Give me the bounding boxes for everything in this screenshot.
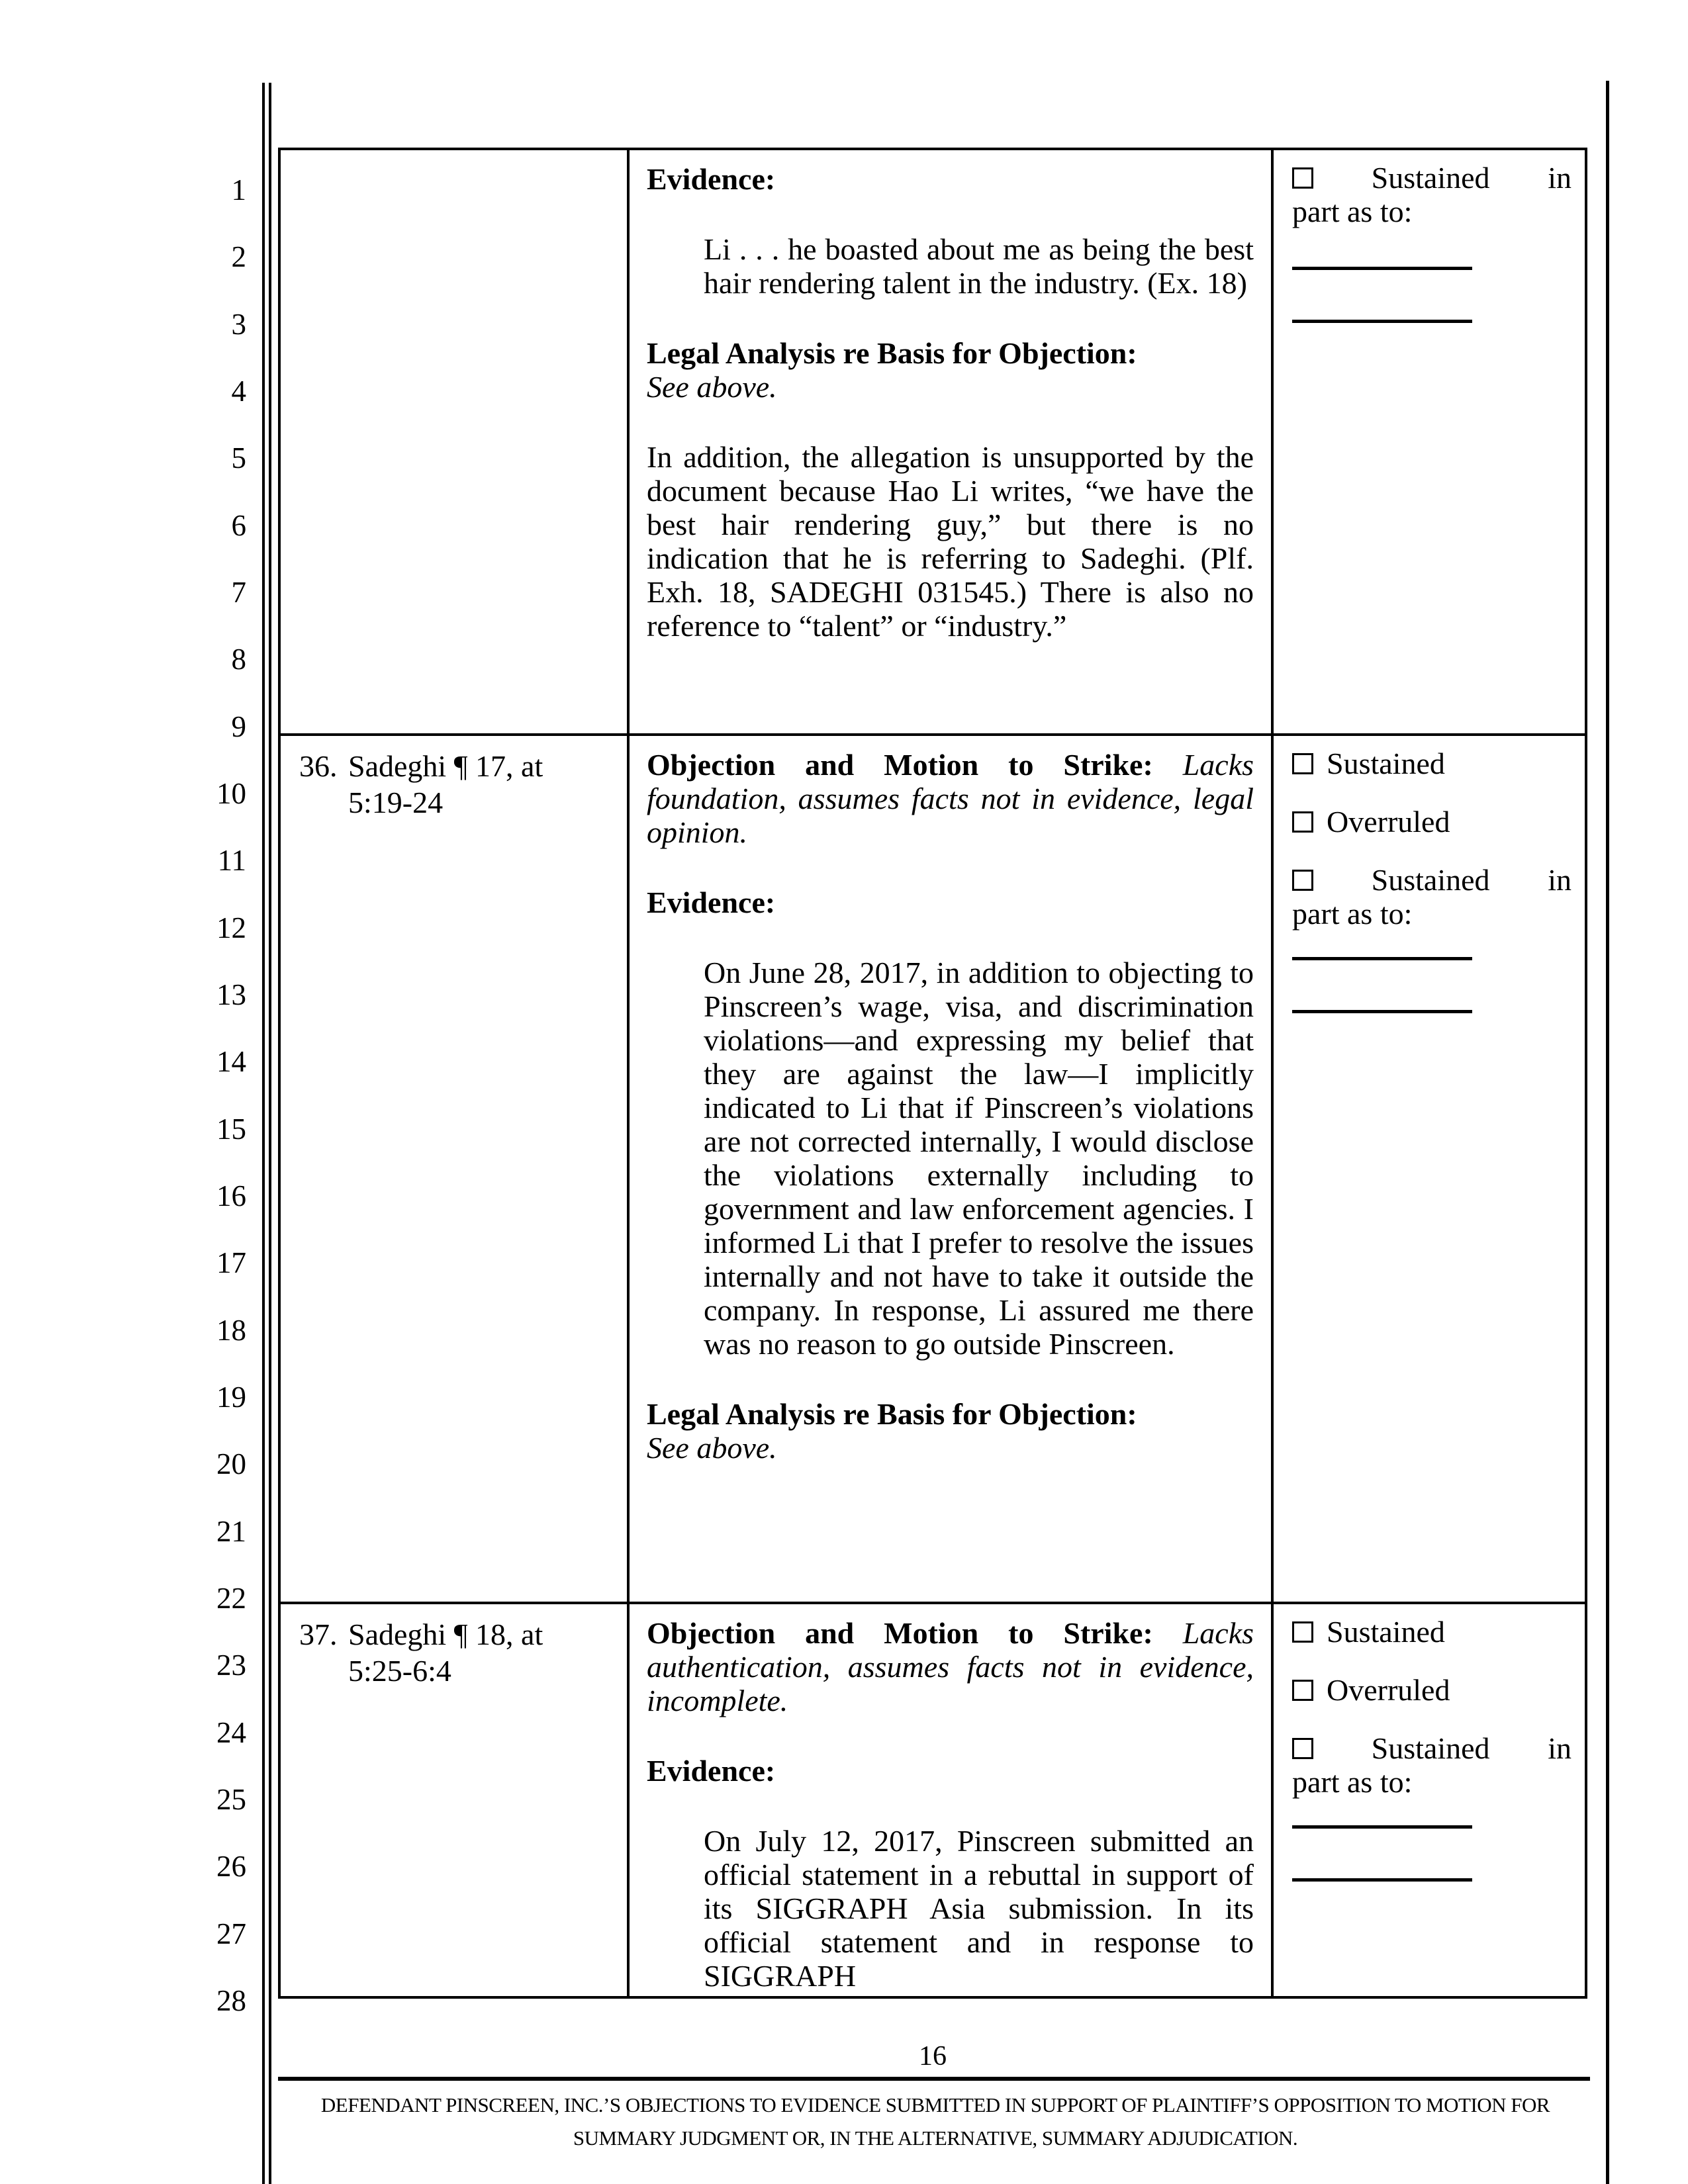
item-reference-line2: 5:25-6:4 <box>348 1654 451 1688</box>
line-number: 2 <box>231 240 246 274</box>
line-number: 26 <box>216 1850 246 1884</box>
line-number: 8 <box>231 643 246 676</box>
footer-rule <box>278 2077 1590 2081</box>
item-reference-line1: Sadeghi ¶ 18, at <box>348 1617 543 1651</box>
line-number: 22 <box>216 1581 246 1615</box>
ruling-checkbox <box>1292 1680 1313 1701</box>
left-margin-rule-outer <box>262 83 265 2184</box>
ruling-option-label: Overruled <box>1327 1673 1450 1707</box>
ruling-option-label: Overruled <box>1327 805 1450 839</box>
ruling-checkbox <box>1292 167 1313 189</box>
page-number: 16 <box>919 2041 947 2071</box>
line-number: 25 <box>216 1782 246 1816</box>
objection-grounds: Lacks foundation, assumes facts not in evidence, legal opinion. <box>647 748 1254 849</box>
see-above-text: See above. <box>647 370 777 404</box>
item-number: 36. <box>299 749 338 783</box>
line-number: 23 <box>216 1649 246 1682</box>
line-number: 7 <box>231 575 246 609</box>
item-reference-line1: Sadeghi ¶ 17, at <box>348 749 543 783</box>
line-number: 14 <box>216 1045 246 1079</box>
right-margin-rule <box>1606 81 1609 2184</box>
table-cell-ruling-continuation <box>1274 150 1585 736</box>
line-number: 9 <box>231 709 246 743</box>
table-cell-body-36 <box>630 736 1274 1604</box>
ruling-option <box>1292 1731 1571 1799</box>
line-number: 12 <box>216 911 246 944</box>
ruling-option-label: part as to: <box>1292 897 1413 931</box>
item-number: 37. <box>299 1617 338 1651</box>
line-number: 19 <box>216 1380 246 1414</box>
left-margin-rule-inner <box>269 83 271 2184</box>
objections-table <box>278 148 1587 1999</box>
ruling-blank-line <box>1292 1878 1472 1882</box>
legal-analysis-paragraph: In addition, the allegation is unsupported by the document because Hao Li writes, “we have the best hair rendering guy,” but there is no indication that he is referring to Sadeghi. (Plf. Exh. 18, SADEGHI 031545.) There is also no reference to “talent” or “industry.” <box>647 440 1254 643</box>
ruling-option-label: Sustained <box>1371 1731 1490 1765</box>
ruling-checkbox <box>1292 870 1313 891</box>
evidence-quote: Li . . . he boasted about me as being the best hair rendering talent in the industry. (Ex. 18) <box>704 232 1254 300</box>
evidence-label: Evidence: <box>647 162 776 196</box>
line-number: 24 <box>216 1715 246 1749</box>
table-cell-ruling-37 <box>1274 1604 1585 1996</box>
line-number: 13 <box>216 978 246 1011</box>
ruling-blank-line <box>1292 320 1472 323</box>
evidence-label: Evidence: <box>647 1754 776 1788</box>
evidence-label: Evidence: <box>647 886 776 919</box>
legal-analysis-label: Legal Analysis re Basis for Objection: <box>647 336 1137 370</box>
line-number: 11 <box>217 844 246 878</box>
objection-label: Objection and Motion to Strike: <box>647 748 1153 782</box>
ruling-blank-line <box>1292 1825 1472 1829</box>
ruling-blank-line <box>1292 957 1472 960</box>
ruling-option-label: Sustained <box>1327 747 1445 780</box>
evidence-quote: On July 12, 2017, Pinscreen submitted an official statement in a rebuttal in support of its SIGGRAPH Asia submission. In its official statement and in response to SIGGRAPH <box>704 1824 1254 1993</box>
line-number: 21 <box>216 1514 246 1548</box>
ruling-option-label: Sustained <box>1371 161 1490 195</box>
ruling-option <box>1292 863 1571 931</box>
table-cell-body-37 <box>630 1604 1274 1996</box>
line-number: 4 <box>231 374 246 408</box>
table-cell-reference-36 <box>281 736 630 1604</box>
table-cell-body-continuation <box>630 150 1274 736</box>
ruling-checkbox <box>1292 1621 1313 1643</box>
ruling-option-label: part as to: <box>1292 1765 1413 1799</box>
line-number: 20 <box>216 1447 246 1481</box>
line-number: 1 <box>231 173 246 206</box>
table-cell-reference-continuation <box>281 150 630 736</box>
footer-title-line2: SUMMARY JUDGMENT OR, IN THE ALTERNATIVE, SUMMARY ADJUDICATION. <box>573 2126 1298 2150</box>
line-number: 28 <box>216 1983 246 2017</box>
ruling-checkbox <box>1292 811 1313 833</box>
line-number: 16 <box>216 1179 246 1212</box>
line-number: 6 <box>231 508 246 542</box>
ruling-blank-line <box>1292 1010 1472 1013</box>
ruling-option <box>1292 805 1571 839</box>
line-number: 18 <box>216 1313 246 1347</box>
objection-label: Objection and Motion to Strike: <box>647 1616 1153 1650</box>
table-cell-ruling-36 <box>1274 736 1585 1604</box>
evidence-quote: On June 28, 2017, in addition to objecting to Pinscreen’s wage, visa, and discrimination violations—and expressing my belief that they are against the law—I implicitly indicated to Li that if Pinscreen’s violations are not corrected internally, I would disclose the violations externally including to government and law enforcement agencies. I informed Li that I prefer to resolve the issues internally and not have to take it outside the company. In response, Li assured me there was no reason to go outside Pinscreen. <box>704 956 1254 1361</box>
table-cell-reference-37 <box>281 1604 630 1996</box>
legal-analysis-label: Legal Analysis re Basis for Objection: <box>647 1397 1137 1431</box>
ruling-option-label: in <box>1548 161 1571 195</box>
ruling-option-label: Sustained <box>1327 1615 1445 1649</box>
footer-title-line1: DEFENDANT PINSCREEN, INC.’S OBJECTIONS TO EVIDENCE SUBMITTED IN SUPPORT OF PLAINTIFF’S OPPOSITION TO MOTION FOR <box>320 2093 1550 2116</box>
line-number: 15 <box>216 1112 246 1146</box>
line-number: 5 <box>231 441 246 475</box>
ruling-option-label: in <box>1548 863 1571 897</box>
ruling-blank-line <box>1292 267 1472 270</box>
line-number: 10 <box>216 776 246 810</box>
ruling-option <box>1292 1673 1571 1707</box>
line-number: 3 <box>231 307 246 341</box>
ruling-option <box>1292 747 1571 780</box>
ruling-option <box>1292 161 1571 228</box>
ruling-checkbox <box>1292 1738 1313 1759</box>
see-above-text: See above. <box>647 1431 777 1465</box>
ruling-checkbox <box>1292 753 1313 774</box>
objection-grounds: Lacks authentication, assumes facts not in evidence, incomplete. <box>647 1616 1254 1717</box>
line-number: 27 <box>216 1917 246 1950</box>
ruling-option-label: Sustained <box>1371 863 1490 897</box>
line-number: 17 <box>216 1246 246 1280</box>
item-reference-line2: 5:19-24 <box>348 786 444 819</box>
ruling-option <box>1292 1615 1571 1649</box>
ruling-option-label: part as to: <box>1292 195 1413 228</box>
ruling-option-label: in <box>1548 1731 1571 1765</box>
